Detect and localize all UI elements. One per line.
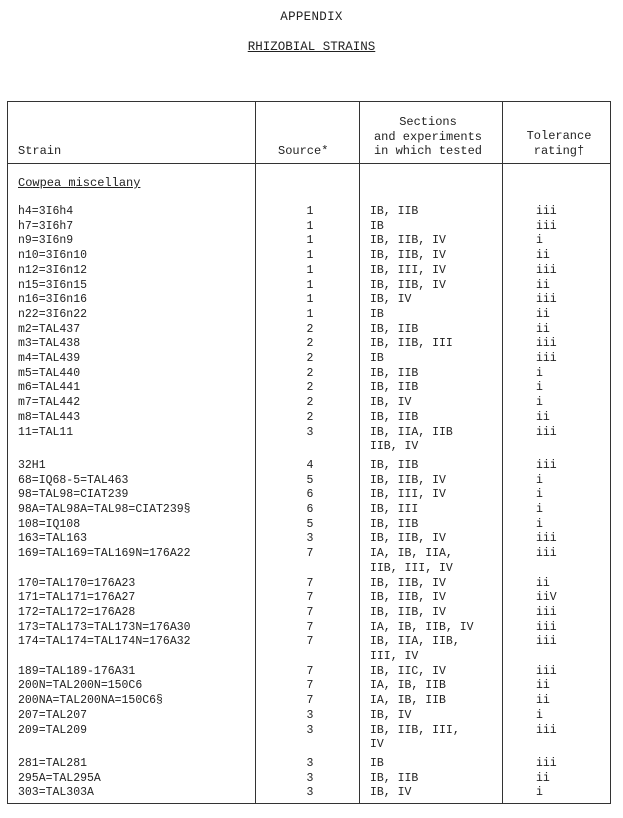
strain-cell: 281=TAL281	[18, 756, 88, 770]
table-row	[8, 205, 610, 220]
tolerance-cell: iii	[536, 664, 557, 678]
tolerance-cell: iii	[536, 219, 557, 233]
tolerance-cell: iii	[536, 205, 557, 218]
source-cell: 3	[306, 532, 314, 546]
subtitle-text: RHIZOBIAL STRAINS	[247, 40, 376, 54]
sections-cell: IA, IB, IIA,	[370, 547, 453, 561]
strain-cell: h7=3I6h7	[18, 219, 74, 233]
strain-cell: 169=TAL169=TAL169N=176A22	[18, 547, 191, 561]
source-cell: 5	[306, 517, 314, 531]
source-cell: 2	[306, 352, 314, 365]
source-cell: 7	[306, 694, 314, 708]
strain-cell: n22=3I6n22	[18, 307, 88, 321]
tolerance-cell: iii	[536, 620, 557, 634]
tolerance-cell: ii	[536, 771, 550, 785]
sections-cell: IB, IV	[370, 396, 412, 410]
table-row	[8, 323, 610, 338]
tolerance-cell: i	[536, 517, 543, 531]
table-row	[8, 518, 610, 533]
strain-cell: 11=TAL11	[18, 425, 74, 439]
tolerance-cell: iii	[536, 756, 557, 770]
strain-cell: m6=TAL441	[18, 381, 81, 395]
tolerance-cell: iii	[536, 635, 557, 649]
source-cell: 7	[306, 664, 314, 678]
tolerance-cell: iii	[536, 605, 557, 619]
source-cell: 7	[306, 620, 314, 634]
table-row	[8, 488, 610, 503]
sections-cell: IB, IV	[370, 786, 412, 800]
source-cell: 1	[306, 249, 314, 263]
tolerance-cell: i	[536, 503, 543, 516]
table-row	[8, 459, 610, 474]
sections-cell: IB, IIC, IV	[370, 664, 446, 678]
table-row	[8, 411, 610, 426]
source-cell: 2	[306, 381, 314, 395]
sections-cell: IB, IIB	[370, 771, 419, 785]
sections-cell: IB, IIB	[370, 366, 419, 380]
sections-cell: IB	[370, 307, 384, 321]
table-row	[8, 396, 610, 411]
tolerance-cell: ii	[536, 278, 550, 292]
strain-cell: 172=TAL172=176A28	[18, 605, 136, 619]
source-cell: 3	[306, 723, 314, 737]
strain-cell: 171=TAL171=176A27	[18, 591, 136, 605]
sections-cell: IB, IIB, IV	[370, 576, 446, 590]
source-cell: 2	[306, 396, 314, 410]
strain-cell: 32H1	[18, 458, 46, 472]
tolerance-cell: iii	[536, 352, 557, 365]
source-cell: 1	[306, 278, 314, 292]
strain-cell: m2=TAL437	[18, 322, 81, 336]
strain-cell: 98A=TAL98A=TAL98=CIAT239§	[18, 503, 191, 516]
strain-cell: n15=3I6n15	[18, 278, 88, 292]
strain-cell: 98=TAL98=CIAT239	[18, 488, 129, 502]
source-cell: 3	[306, 786, 314, 800]
strain-cell: 174=TAL174=TAL174N=176A32	[18, 635, 191, 649]
table-row	[8, 577, 610, 592]
sections-cell: IIB, IV	[370, 440, 419, 454]
header-sections-line1: Sections	[399, 115, 457, 129]
strain-cell: 189=TAL189-176A31	[18, 664, 136, 678]
header-tolerance-line1: Tolerance	[526, 129, 592, 143]
sections-cell: IB, IIB	[370, 205, 419, 218]
sections-cell: IB, IIB	[370, 458, 419, 472]
table-row	[8, 591, 610, 606]
source-cell: 3	[306, 708, 314, 722]
header-source: Source*	[278, 144, 329, 158]
header-tolerance-line2: rating†	[533, 143, 585, 158]
source-cell: 3	[306, 425, 314, 439]
table-row	[8, 279, 610, 294]
source-cell: 7	[306, 635, 314, 649]
tolerance-cell: iii	[536, 547, 557, 561]
sections-cell: IB	[370, 756, 384, 770]
tolerance-cell: i	[536, 396, 543, 410]
strain-cell: n9=3I6n9	[18, 234, 74, 248]
strain-cell: h4=3I6h4	[18, 205, 74, 218]
header-tolerance	[513, 129, 605, 158]
tolerance-cell: iii	[536, 337, 557, 351]
table-row	[8, 694, 610, 709]
tolerance-cell: ii	[536, 576, 550, 590]
sections-cell: IB, IIB	[370, 322, 419, 336]
sections-cell: IB, IIB, IV	[370, 473, 446, 487]
source-cell: 2	[306, 410, 314, 424]
tolerance-cell: i	[536, 473, 543, 487]
source-cell: 1	[306, 263, 314, 277]
source-cell: 1	[306, 219, 314, 233]
table-row	[8, 426, 610, 441]
sections-cell: IA, IB, IIB, IV	[370, 620, 474, 634]
sections-cell: IB	[370, 219, 384, 233]
tolerance-cell: i	[536, 381, 543, 395]
sections-cell: IB, III	[370, 503, 419, 516]
tolerance-cell: ii	[536, 249, 550, 263]
source-cell: 7	[306, 605, 314, 619]
table-row	[8, 724, 610, 739]
source-cell: 2	[306, 366, 314, 380]
sections-cell: IB, IIB, IV	[370, 278, 446, 292]
table-row	[8, 738, 610, 753]
appendix-subtitle	[0, 40, 623, 54]
strain-cell: 207=TAL207	[18, 708, 88, 722]
strain-cell: 108=IQ108	[18, 517, 81, 531]
table-row	[8, 650, 610, 665]
tolerance-cell: iii	[536, 425, 557, 439]
strain-cell: n12=3I6n12	[18, 263, 88, 277]
source-cell: 7	[306, 679, 314, 693]
table-row	[8, 621, 610, 636]
source-cell: 6	[306, 488, 314, 502]
sections-cell: IB, IIB	[370, 410, 419, 424]
source-cell: 1	[306, 205, 314, 218]
tolerance-cell: i	[536, 786, 543, 800]
tolerance-cell: ii	[536, 410, 550, 424]
tolerance-cell: i	[536, 366, 543, 380]
sections-cell: IB, IV	[370, 293, 412, 307]
tolerance-cell: iiV	[536, 591, 557, 605]
tolerance-cell: i	[536, 708, 543, 722]
strain-cell: 173=TAL173=TAL173N=176A30	[18, 620, 191, 634]
strain-cell: m7=TAL442	[18, 396, 81, 410]
table-row	[8, 665, 610, 680]
tolerance-cell: iii	[536, 458, 557, 472]
strain-cell: 303=TAL303A	[18, 786, 94, 800]
strain-cell: 170=TAL170=176A23	[18, 576, 136, 590]
table-row	[8, 679, 610, 694]
sections-cell: IB, IIB, IV	[370, 532, 446, 546]
tolerance-cell: ii	[536, 694, 550, 708]
source-cell: 7	[306, 591, 314, 605]
table-row	[8, 503, 610, 518]
table-row	[8, 293, 610, 308]
sections-cell: IIB, III, IV	[370, 561, 453, 575]
strain-cell: m5=TAL440	[18, 366, 81, 380]
source-cell: 3	[306, 756, 314, 770]
table-row	[8, 234, 610, 249]
table-row	[8, 264, 610, 279]
sections-cell: IV	[370, 738, 384, 752]
source-cell: 7	[306, 547, 314, 561]
sections-cell: IA, IB, IIB	[370, 694, 446, 708]
sections-cell: IB, IIB, IV	[370, 234, 446, 248]
header-divider	[8, 163, 610, 164]
sections-cell: IB, IIB, IV	[370, 591, 446, 605]
sections-cell: IB, IIB	[370, 381, 419, 395]
source-cell: 3	[306, 771, 314, 785]
tolerance-cell: iii	[536, 723, 557, 737]
sections-cell: IB, IIB, IV	[370, 249, 446, 263]
source-cell: 7	[306, 576, 314, 590]
strain-cell: n10=3I6n10	[18, 249, 88, 263]
header-sections	[368, 115, 488, 159]
table-row	[8, 606, 610, 621]
sections-cell: IB, IIB	[370, 517, 419, 531]
appendix-title: APPENDIX	[280, 10, 343, 24]
table-row	[8, 635, 610, 650]
table-row	[8, 786, 610, 801]
strain-cell: m8=TAL443	[18, 410, 81, 424]
strain-cell: 68=IQ68-5=TAL463	[18, 473, 129, 487]
sections-cell: IB, IIB, III,	[370, 723, 460, 737]
strain-cell: 163=TAL163	[18, 532, 88, 546]
tolerance-cell: iii	[536, 263, 557, 277]
table-row	[8, 440, 610, 455]
tolerance-cell: i	[536, 488, 543, 502]
source-cell: 5	[306, 473, 314, 487]
source-cell: 1	[306, 293, 314, 307]
table-row	[8, 532, 610, 547]
sections-cell: IB, IIB, IV	[370, 605, 446, 619]
tolerance-cell: iii	[536, 293, 557, 307]
sections-cell: IB, III, IV	[370, 263, 446, 277]
strain-cell: m4=TAL439	[18, 352, 81, 365]
table-row	[8, 249, 610, 264]
source-cell: 2	[306, 337, 314, 351]
header-strain: Strain	[18, 144, 62, 158]
header-sections-line3: in which tested	[373, 144, 483, 158]
source-cell: 4	[306, 458, 314, 472]
table-row	[8, 562, 610, 577]
tolerance-cell: iii	[536, 532, 557, 546]
tolerance-cell: ii	[536, 307, 550, 321]
sections-cell: IB, IV	[370, 708, 412, 722]
strains-table	[7, 101, 611, 804]
group-title: Cowpea miscellany	[18, 176, 141, 190]
table-row	[8, 352, 610, 367]
table-row	[8, 220, 610, 235]
source-cell: 6	[306, 503, 314, 516]
table-row	[8, 367, 610, 382]
table-row	[8, 772, 610, 787]
table-row	[8, 308, 610, 323]
strain-cell: n16=3I6n16	[18, 293, 88, 307]
sections-cell: IB, IIA, IIB,	[370, 635, 460, 649]
table-row	[8, 381, 610, 396]
source-cell: 1	[306, 307, 314, 321]
strain-cell: 209=TAL209	[18, 723, 88, 737]
tolerance-cell: ii	[536, 322, 550, 336]
strain-cell: 200NA=TAL200NA=150C6§	[18, 694, 163, 708]
sections-cell: IA, IB, IIB	[370, 679, 446, 693]
sections-cell: IB, IIB, III	[370, 337, 453, 351]
table-row	[8, 337, 610, 352]
tolerance-cell: i	[536, 234, 543, 248]
tolerance-cell: ii	[536, 679, 550, 693]
sections-cell: III, IV	[370, 650, 419, 663]
table-row	[8, 757, 610, 772]
sections-cell: IB	[370, 352, 384, 365]
table-row	[8, 709, 610, 724]
table-row	[8, 547, 610, 562]
sections-cell: IB, III, IV	[370, 488, 446, 502]
sections-cell: IB, IIA, IIB	[370, 425, 453, 439]
header-sections-line2: and experiments	[373, 129, 483, 144]
strain-cell: m3=TAL438	[18, 337, 81, 351]
strain-cell: 295A=TAL295A	[18, 771, 101, 785]
table-row	[8, 474, 610, 489]
strain-cell: 200N=TAL200N=150C6	[18, 679, 143, 693]
source-cell: 1	[306, 234, 314, 248]
source-cell: 2	[306, 322, 314, 336]
